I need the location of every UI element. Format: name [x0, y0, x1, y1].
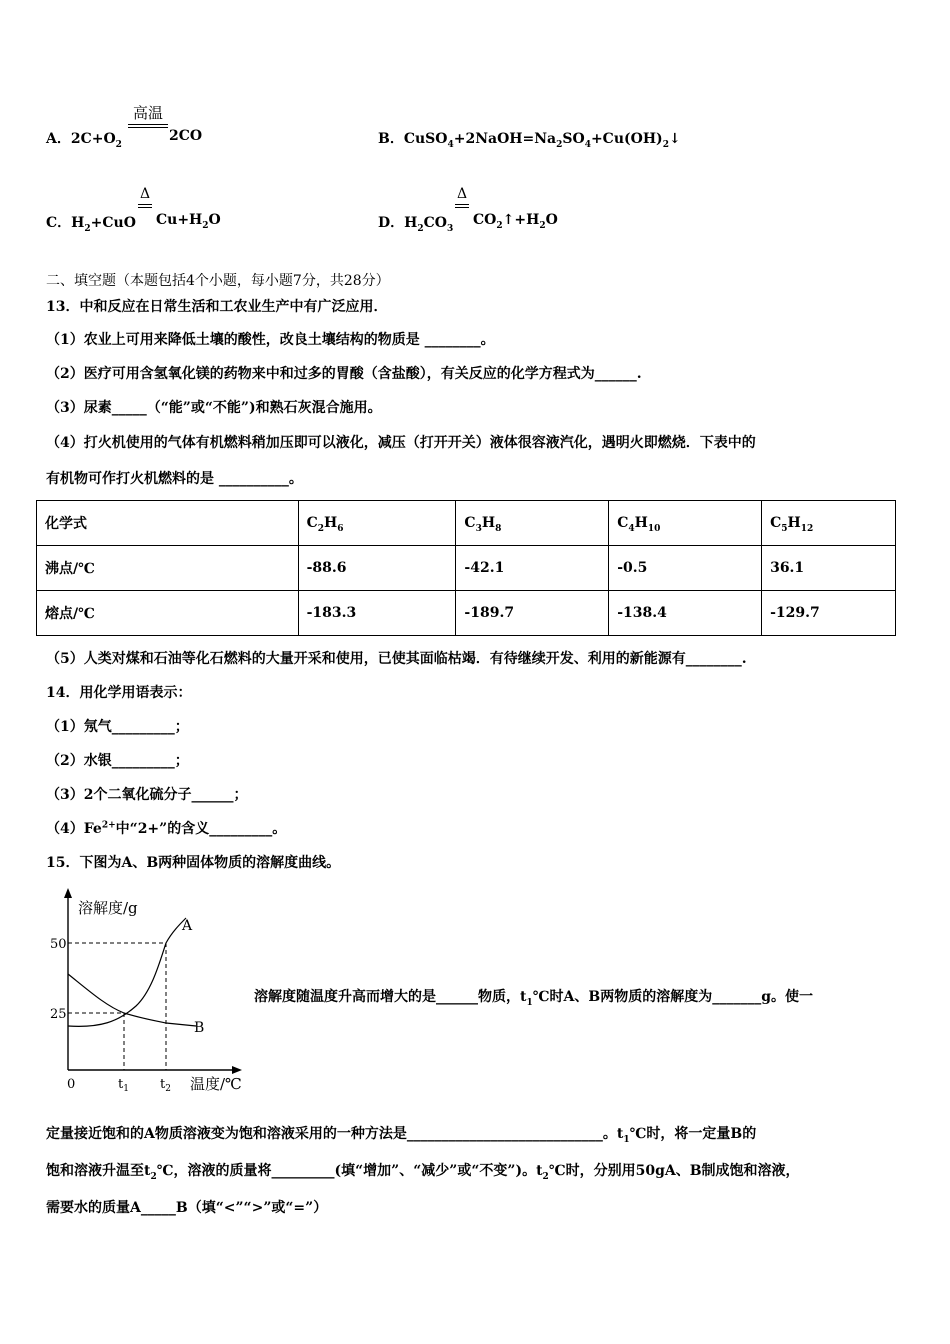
table-cell: -138.4 — [609, 591, 762, 636]
option-b: B．$CuSO_4+2NaOH=Na_2SO_4+Cu(OH)_2↓$ — [378, 131, 681, 150]
section-title: 二、填空题（本题包括4个小题，每小题7分，共28分） — [46, 273, 390, 289]
row-label: 熔点/℃ — [37, 591, 299, 636]
q13-part3: （3）尿素_____（“能”或“不能”)和熟石灰混合施用。 — [46, 400, 382, 416]
table-row — [37, 501, 896, 546]
condition-high-temp: 高温 — [132, 104, 163, 122]
formula-cell: $C_5H_{12}$ — [762, 501, 896, 546]
condition-heat: Δ — [139, 186, 151, 202]
y-tick-label: 25 — [50, 1007, 67, 1022]
table-cell: -88.6 — [298, 546, 456, 591]
q14-part2: （2）水银_________； — [46, 753, 189, 769]
table-cell: -189.7 — [456, 591, 609, 636]
option-d-product: $CO_2↑+H_2O$ — [473, 212, 558, 231]
equation-line — [455, 204, 469, 205]
y-axis-label: 溶解度/g — [78, 899, 138, 917]
equation-line — [128, 124, 168, 125]
y-tick-label: 50 — [50, 937, 67, 952]
table-cell: -183.3 — [298, 591, 456, 636]
table-header-cell: 化学式 — [37, 501, 299, 546]
q13-part1: （1）农业上可用来降低土壤的酸性，改良土壤结构的物质是 ________。 — [46, 332, 495, 348]
q13-stem: 13．中和反应在日常生活和工农业生产中有广泛应用． — [46, 299, 388, 315]
q14-part1: （1）氖气_________； — [46, 719, 189, 735]
q15-stem: 15．下图为A、B两种固体物质的溶解度曲线。 — [46, 855, 341, 871]
q14-part4: $(4)Fe^{2+}$中“2+”的含义_________。 — [46, 820, 287, 837]
condition-heat: Δ — [456, 186, 468, 202]
x-axis-arrow — [232, 1066, 242, 1074]
q13-part4-line1: （4）打火机使用的气体有机燃料稍加压即可以液化，减压（打开开关）液体很容液汽化，遇明火即燃烧．下表中的 — [46, 435, 756, 451]
curve-b — [68, 974, 196, 1026]
series-label-b: B — [194, 1020, 205, 1036]
row-label: 沸点/℃ — [37, 546, 299, 591]
series-label-a: A — [182, 918, 193, 934]
table-cell: -129.7 — [762, 591, 896, 636]
table-cell: -42.1 — [456, 546, 609, 591]
formula-cell: $C_3H_8$ — [456, 501, 609, 546]
curve-a — [68, 918, 186, 1026]
origin-label: 0 — [67, 1077, 76, 1092]
fuel-properties-table — [36, 500, 896, 636]
q15-line2: 定量接近饱和的A物质溶液变为饱和溶液采用的一种方法是____________________________。$t_1℃$时，将一定量B的 — [46, 1126, 757, 1145]
q13-part5: （5）人类对煤和石油等化石燃料的大量开采和使用，已使其面临枯竭．有待继续开发、利用的新能源有________. — [46, 651, 747, 667]
q15-line3: 饱和溶液升温至$t_2℃$，溶液的质量将_________(填“增加”、“减少”或“不变”)。$t_2℃$时，分别用50gA、B制成饱和溶液， — [46, 1163, 800, 1182]
solubility-chart — [40, 886, 250, 1096]
q15-line1: 溶解度随温度升高而增大的是______物质，$t_1℃$时A、B两物质的溶解度为_______g。使一 — [254, 989, 813, 1008]
q13-part2: （2）医疗可用含氢氧化镁的药物来中和过多的胃酸（含盐酸），有关反应的化学方程式为______. — [46, 366, 642, 382]
equation-line — [455, 207, 469, 208]
equation-line — [138, 204, 152, 205]
q14-part3: （3）2个二氧化硫分子______； — [46, 787, 248, 803]
option-c: C．$H_2+CuO$ — [46, 215, 136, 234]
equation-line — [128, 127, 168, 128]
option-d: D．$H_2CO_3$ — [378, 215, 454, 234]
x-axis-label: 温度/℃ — [190, 1075, 242, 1093]
y-axis-arrow — [64, 888, 72, 898]
table-cell: -0.5 — [609, 546, 762, 591]
equation-line — [138, 207, 152, 208]
table-row — [37, 591, 896, 636]
q13-part4-line2: 有机物可作打火机燃料的是 __________。 — [46, 471, 303, 487]
option-a: A．$2C+O_2$ — [46, 131, 122, 150]
q14-stem: 14．用化学用语表示： — [46, 685, 192, 701]
q15-line4: 需要水的质量A_____B（填“<”“>”或“=”） — [46, 1200, 328, 1216]
formula-cell: $C_4H_{10}$ — [609, 501, 762, 546]
table-cell: 36.1 — [762, 546, 896, 591]
formula-cell: $C_2H_6$ — [298, 501, 456, 546]
option-a-product: 2CO — [169, 128, 203, 144]
x-tick-label-t1: $t_1$ — [118, 1077, 129, 1094]
option-c-product: $Cu+H_2O$ — [156, 212, 221, 231]
x-tick-label-t2: $t_2$ — [160, 1077, 171, 1094]
table-row — [37, 546, 896, 591]
